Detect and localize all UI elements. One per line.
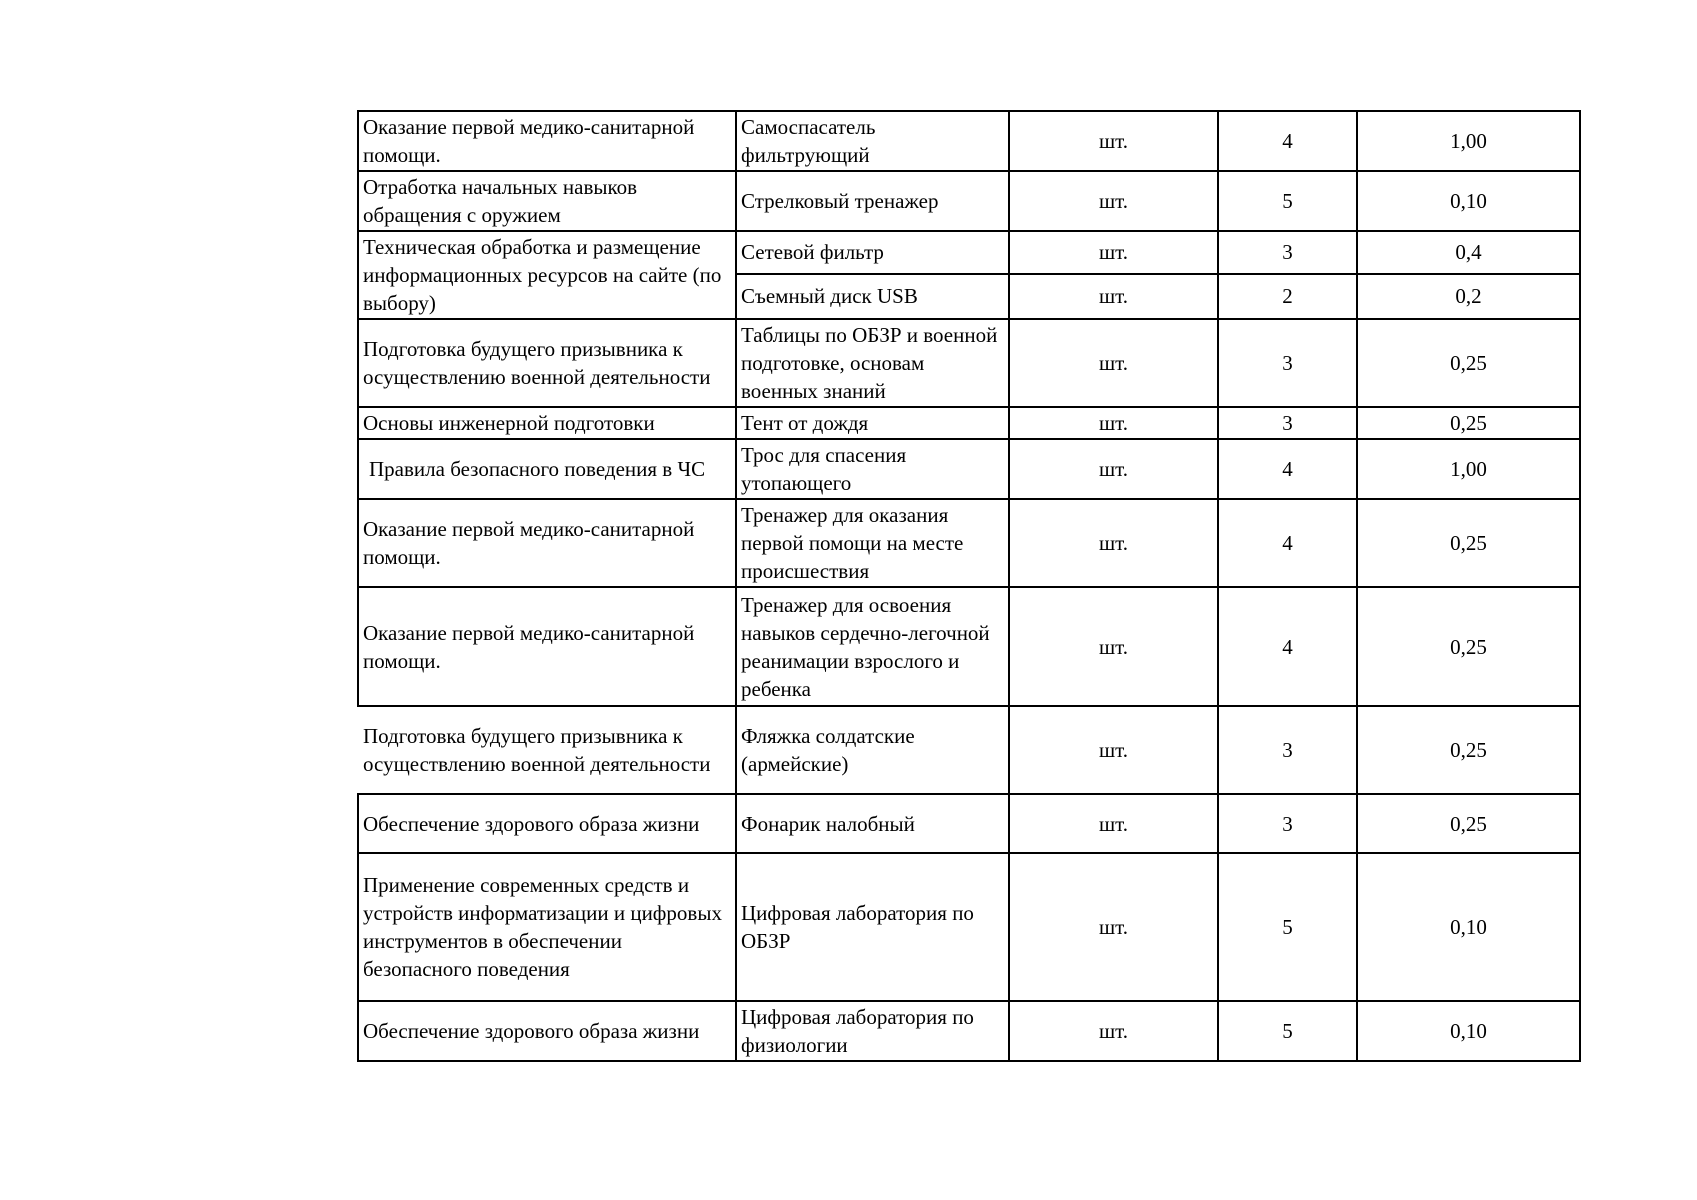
unit-cell: шт. — [1009, 111, 1218, 171]
item-cell: Сетевой фильтр — [736, 231, 1009, 274]
qty-cell: 2 — [1218, 274, 1357, 319]
table-row — [358, 853, 1580, 1001]
norm-cell: 0,25 — [1357, 706, 1580, 794]
topic-cell: Обеспечение здорового образа жизни — [358, 794, 736, 853]
norm-cell: 1,00 — [1357, 439, 1580, 499]
norm-cell: 1,00 — [1357, 111, 1580, 171]
table-row — [358, 1001, 1580, 1061]
qty-cell: 3 — [1218, 706, 1357, 794]
topic-cell: Отработка начальных навыков обращения с оружием — [358, 171, 736, 231]
item-cell: Стрелковый тренажер — [736, 171, 1009, 231]
topic-cell: Обеспечение здорового образа жизни — [358, 1001, 736, 1061]
qty-cell: 4 — [1218, 587, 1357, 706]
unit-cell: шт. — [1009, 794, 1218, 853]
table-row — [358, 794, 1580, 853]
unit-cell: шт. — [1009, 274, 1218, 319]
norm-cell: 0,10 — [1357, 171, 1580, 231]
item-cell: Фляжка солдатские (армейские) — [736, 706, 1009, 794]
unit-cell: шт. — [1009, 171, 1218, 231]
equipment-table — [357, 110, 1581, 1062]
norm-cell: 0,25 — [1357, 587, 1580, 706]
norm-cell: 0,10 — [1357, 853, 1580, 1001]
unit-cell: шт. — [1009, 499, 1218, 587]
table-row — [358, 407, 1580, 439]
table-row — [358, 319, 1580, 407]
item-cell: Самоспасатель фильтрующий — [736, 111, 1009, 171]
topic-cell: Основы инженерной подготовки — [358, 407, 736, 439]
table-row — [358, 499, 1580, 587]
qty-cell: 3 — [1218, 794, 1357, 853]
norm-cell: 0,2 — [1357, 274, 1580, 319]
qty-cell: 5 — [1218, 171, 1357, 231]
qty-cell: 3 — [1218, 231, 1357, 274]
topic-cell: Оказание первой медико-санитарной помощи. — [358, 587, 736, 706]
qty-cell: 5 — [1218, 1001, 1357, 1061]
item-cell: Тренажер для оказания первой помощи на месте происшествия — [736, 499, 1009, 587]
norm-cell: 0,4 — [1357, 231, 1580, 274]
unit-cell: шт. — [1009, 407, 1218, 439]
norm-cell: 0,25 — [1357, 794, 1580, 853]
unit-cell: шт. — [1009, 319, 1218, 407]
unit-cell: шт. — [1009, 439, 1218, 499]
table-row — [358, 111, 1580, 171]
norm-cell: 0,25 — [1357, 499, 1580, 587]
qty-cell: 4 — [1218, 111, 1357, 171]
qty-cell: 4 — [1218, 439, 1357, 499]
unit-cell: шт. — [1009, 587, 1218, 706]
unit-cell: шт. — [1009, 1001, 1218, 1061]
table-row — [358, 587, 1580, 706]
topic-cell: Правила безопасного поведения в ЧС — [358, 439, 736, 499]
item-cell: Цифровая лаборатория по ОБЗР — [736, 853, 1009, 1001]
item-cell: Трос для спасения утопающего — [736, 439, 1009, 499]
topic-cell: Применение современных средств и устройств информатизации и цифровых инструментов в обеспечении безопасного поведения — [358, 853, 736, 1001]
qty-cell: 3 — [1218, 407, 1357, 439]
item-cell: Съемный диск USB — [736, 274, 1009, 319]
table-row — [358, 171, 1580, 231]
topic-cell: Оказание первой медико-санитарной помощи. — [358, 111, 736, 171]
item-cell: Фонарик налобный — [736, 794, 1009, 853]
item-cell: Цифровая лаборатория по физиологии — [736, 1001, 1009, 1061]
item-cell: Тренажер для освоения навыков сердечно-легочной реанимации взрослого и ребенка — [736, 587, 1009, 706]
topic-cell: Подготовка будущего призывника к осуществлению военной деятельности — [358, 319, 736, 407]
qty-cell: 5 — [1218, 853, 1357, 1001]
topic-cell: Оказание первой медико-санитарной помощи. — [358, 499, 736, 587]
item-cell: Тент от дождя — [736, 407, 1009, 439]
unit-cell: шт. — [1009, 231, 1218, 274]
norm-cell: 0,25 — [1357, 407, 1580, 439]
item-cell: Таблицы по ОБЗР и военной подготовке, основам военных знаний — [736, 319, 1009, 407]
topic-cell: Техническая обработка и размещение информационных ресурсов на сайте (по выбору) — [358, 231, 736, 319]
table-row — [358, 706, 1580, 794]
topic-cell: Подготовка будущего призывника к осуществлению военной деятельности — [358, 706, 736, 794]
table-row — [358, 231, 1580, 274]
unit-cell: шт. — [1009, 853, 1218, 1001]
unit-cell: шт. — [1009, 706, 1218, 794]
norm-cell: 0,10 — [1357, 1001, 1580, 1061]
norm-cell: 0,25 — [1357, 319, 1580, 407]
table-row — [358, 439, 1580, 499]
qty-cell: 4 — [1218, 499, 1357, 587]
qty-cell: 3 — [1218, 319, 1357, 407]
